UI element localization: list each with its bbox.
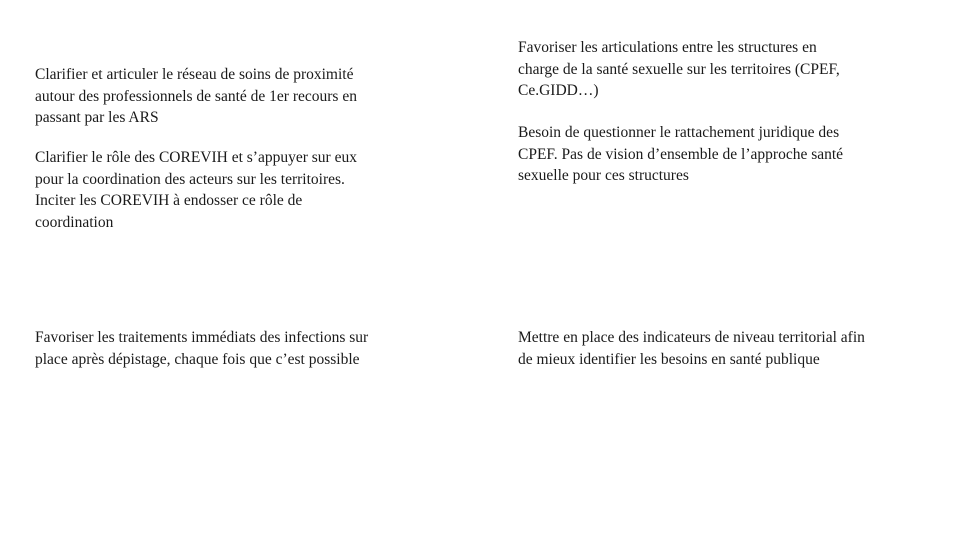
text-line: sexuelle pour ces structures — [518, 167, 689, 184]
text-line: Mettre en place des indicateurs de niveau territorial afin — [518, 329, 865, 346]
text-line: coordination — [35, 213, 114, 231]
text-block-rattachement-cpef — [518, 122, 913, 187]
text-line: CPEF. Pas de vision d’ensemble de l’approche santé — [518, 145, 844, 163]
text-block-reseau-soins — [35, 64, 430, 129]
text-line: Clarifier et articuler le réseau de soins de proximité — [35, 66, 354, 83]
text-line: Clarifier le rôle des COREVIH et s’appuyer sur eux — [35, 149, 357, 166]
text-line: autour des professionnels de santé de 1er recours en — [35, 87, 357, 105]
text-line: Ce.GIDD…) — [518, 82, 599, 99]
text-line: passant par les ARS — [35, 109, 159, 126]
text-line: de mieux identifier les besoins en santé publique — [518, 350, 820, 368]
text-line: charge de la santé sexuelle sur les territoires (CPEF, — [518, 60, 840, 78]
text-line: Inciter les COREVIH à endosser ce rôle de — [35, 192, 303, 209]
text-line: Favoriser les articulations entre les structures en — [518, 39, 817, 56]
text-block-traitements — [35, 327, 435, 370]
text-line: pour la coordination des acteurs sur les territoires. — [35, 170, 345, 188]
text-line: Favoriser les traitements immédiats des infections sur — [35, 329, 369, 346]
text-block-indicateurs — [518, 327, 928, 370]
text-line: place après dépistage, chaque fois que c’est possible — [35, 350, 360, 368]
text-line: Besoin de questionner le rattachement juridique des — [518, 124, 840, 141]
text-block-articulations — [518, 37, 908, 102]
text-block-corevih — [35, 147, 415, 233]
